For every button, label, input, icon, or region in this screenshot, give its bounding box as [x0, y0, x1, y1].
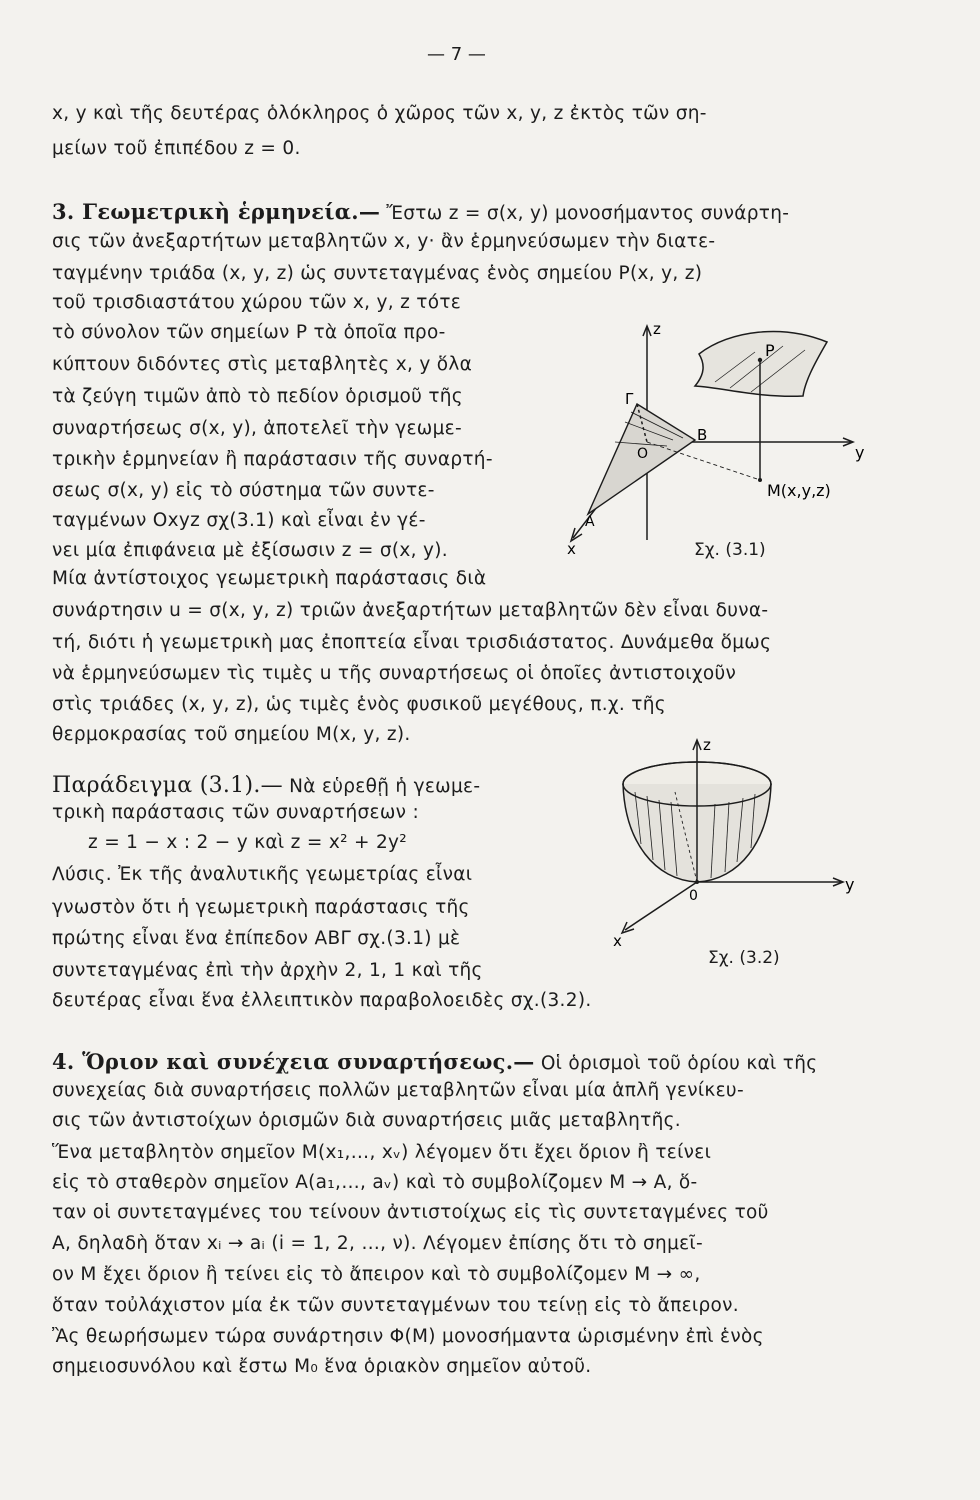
section-3-line: συναρτήσεως σ(x, y), ἀποτελεῖ τὴν γεωμε- [52, 418, 462, 439]
section-4-line: εἰς τὸ σταθερὸν σημεῖον A(a₁,…, aᵥ) καὶ τὸ συμβολίζομεν M → A, ὅ- [52, 1172, 698, 1193]
section-4-heading: 4. Ὅριον καὶ συνέχεια συναρτήσεως.— [52, 1049, 535, 1074]
label-y: y [845, 875, 855, 894]
section-4-line: σημειοσυνόλου καὶ ἔστω M₀ ἕνα ὁριακὸν σημεῖον αὐτοῦ. [52, 1356, 592, 1377]
label-g: Γ [625, 390, 634, 408]
example-line: γνωστὸν ὅτι ἡ γεωμετρικὴ παράστασις τῆς [52, 897, 470, 918]
section-4-line: συνεχείας διὰ συναρτήσεις πολλῶν μεταβλητῶν εἶναι μία ἁπλῆ γενίκευ- [52, 1080, 744, 1101]
section-4-first-line [52, 1049, 817, 1074]
example-line: τρικὴ παράστασις τῶν συναρτήσεων : [52, 802, 419, 823]
surface-patch [695, 332, 827, 397]
section-3-line: τοῦ τρισδιαστάτου χώρου τῶν x, y, z τότε [52, 292, 462, 313]
section-4-line: ον M ἔχει ὅριον ἢ τείνει εἰς τὸ ἄπειρον καὶ τὸ συμβολίζομεν M → ∞, [52, 1264, 701, 1285]
label-o: 0 [689, 888, 698, 904]
label-z: z [703, 736, 711, 754]
section-3-line: θερμοκρασίας τοῦ σημείου M(x, y, z). [52, 724, 411, 745]
section-3-line: στὶς τριάδες (x, y, z), ὡς τιμὲς ἑνὸς φυσικοῦ μεγέθους, π.χ. τῆς [52, 694, 666, 715]
section-3-line: ταγμένων Oxyz σχ(3.1) καὶ εἶναι ἐν γέ- [52, 510, 426, 531]
section-3-line: συνάρτησιν u = σ(x, y, z) τριῶν ἀνεξαρτήτων μεταβλητῶν δὲν εἶναι δυνα- [52, 600, 769, 621]
section-3-line: ταγμένην τριάδα (x, y, z) ὡς συντεταγμένας ἑνὸς σημείου P(x, y, z) [52, 263, 703, 284]
figure-3-2 [605, 732, 865, 962]
label-o: O [637, 446, 649, 462]
section-3-heading: 3. Γεωμετρικὴ ἑρμηνεία.— [52, 199, 381, 224]
section-3-line: σεως σ(x, y) εἰς τὸ σύστημα τῶν συντε- [52, 480, 435, 501]
example-line-1: Νὰ εὑρεθῇ ἡ γεωμε- [289, 776, 481, 797]
point-m [758, 478, 762, 482]
section-3-line: τὸ σύνολον τῶν σημείων P τὰ ὁποῖα προ- [52, 322, 446, 343]
figure-3-1 [555, 312, 880, 562]
section-3-line-1: Ἔστω z = σ(x, y) μονοσήμαντος συνάρτη- [386, 203, 790, 224]
section-3-line: Μία ἀντίστοιχος γεωμετρικὴ παράστασις διὰ [52, 568, 487, 589]
example-line: δευτέρας εἶναι ἕνα ἐλλειπτικὸν παραβολοειδὲς σχ.(3.2). [52, 990, 592, 1011]
label-b: B [697, 426, 708, 444]
label-x: x [613, 932, 622, 950]
label-a: A [585, 514, 595, 530]
example-equations: z = 1 − x : 2 − y καὶ z = x² + 2y² [88, 832, 407, 853]
label-m: M(x,y,z) [767, 481, 831, 500]
section-4-line-1: Οἱ ὁρισμοὶ τοῦ ὁρίου καὶ τῆς [540, 1053, 818, 1074]
section-4-line: Ἂς θεωρήσωμεν τώρα συνάρτησιν Φ(M) μονοσήμαντα ὡρισμένην ἐπὶ ἑνὸς [52, 1326, 764, 1347]
section-4-line: A, δηλαδὴ ὅταν xᵢ → aᵢ (i = 1, 2, …, ν). Λέγομεν ἐπίσης ὅτι τὸ σημεῖ- [52, 1233, 703, 1254]
section-4-line: σις τῶν ἀντιστοίχων ὁρισμῶν διὰ συναρτήσεις μιᾶς μεταβλητῆς. [52, 1110, 681, 1131]
label-x: x [567, 540, 576, 558]
label-y: y [855, 443, 865, 462]
point-p [758, 358, 762, 362]
label-p: P [765, 341, 775, 360]
label-z: z [653, 320, 661, 338]
section-3-line: σις τῶν ἀνεξαρτήτων μεταβλητῶν x, y· ἂν ἑρμηνεύσωμεν τὴν διατε- [52, 231, 716, 252]
page-number: — 7 — [427, 44, 486, 65]
intro-line-2: μείων τοῦ ἐπιπέδου z = 0. [52, 138, 301, 159]
section-3-line: νὰ ἑρμηνεύσωμεν τὶς τιμὲς u τῆς συναρτήσεως οἱ ὁποῖες ἀντιστοιχοῦν [52, 663, 737, 684]
example-first-line [52, 773, 480, 798]
section-4-line: Ἕνα μεταβλητὸν σημεῖον M(x₁,…, xᵥ) λέγομεν ὅτι ἔχει ὅριον ἢ τείνει [52, 1142, 712, 1163]
section-3-line: κύπτουν διδόντες στὶς μεταβλητὲς x, y ὅλα [52, 354, 473, 375]
section-3-line: τὰ ζεύγη τιμῶν ἀπὸ τὸ πεδίον ὁρισμοῦ τῆς [52, 386, 463, 407]
figure-3-2-caption: Σχ. (3.2) [708, 948, 780, 968]
section-3-first-line [52, 199, 789, 224]
example-line: Λύσις. Ἐκ τῆς ἀναλυτικῆς γεωμετρίας εἶναι [52, 864, 473, 885]
section-4-line: ταν οἱ συντεταγμένες του τείνουν ἀντιστοίχως εἰς τὶς συντεταγμένες τοῦ [52, 1202, 769, 1223]
section-3-line: τρικὴν ἑρμηνείαν ἢ παράστασιν τῆς συναρτή- [52, 449, 493, 470]
figure-3-1-caption: Σχ. (3.1) [694, 540, 766, 560]
example-heading: Παράδειγμα (3.1).— [52, 773, 283, 798]
example-line: συντεταγμένας ἐπὶ τὴν ἀρχὴν 2, 1, 1 καὶ τῆς [52, 960, 483, 981]
example-line: πρώτης εἶναι ἕνα ἐπίπεδον ΑΒΓ σχ.(3.1) μὲ [52, 928, 461, 949]
section-3-line: νει μία ἐπιφάνεια μὲ ἐξίσωσιν z = σ(x, y). [52, 540, 448, 561]
origin-point [695, 880, 699, 884]
x-axis [625, 882, 697, 930]
section-3-line: τή, διότι ἡ γεωμετρικὴ μας ἐποπτεία εἶναι τρισδιάστατος. Δυνάμεθα ὅμως [52, 632, 772, 653]
section-4-line: ὅταν τοὐλάχιστον μία ἐκ τῶν συντεταγμένων του τείνῃ εἰς τὸ ἄπειρον. [52, 1295, 739, 1316]
intro-line-1: x, y καὶ τῆς δευτέρας ὁλόκληρος ὁ χῶρος τῶν x, y, z ἐκτὸς τῶν ση- [52, 103, 707, 124]
